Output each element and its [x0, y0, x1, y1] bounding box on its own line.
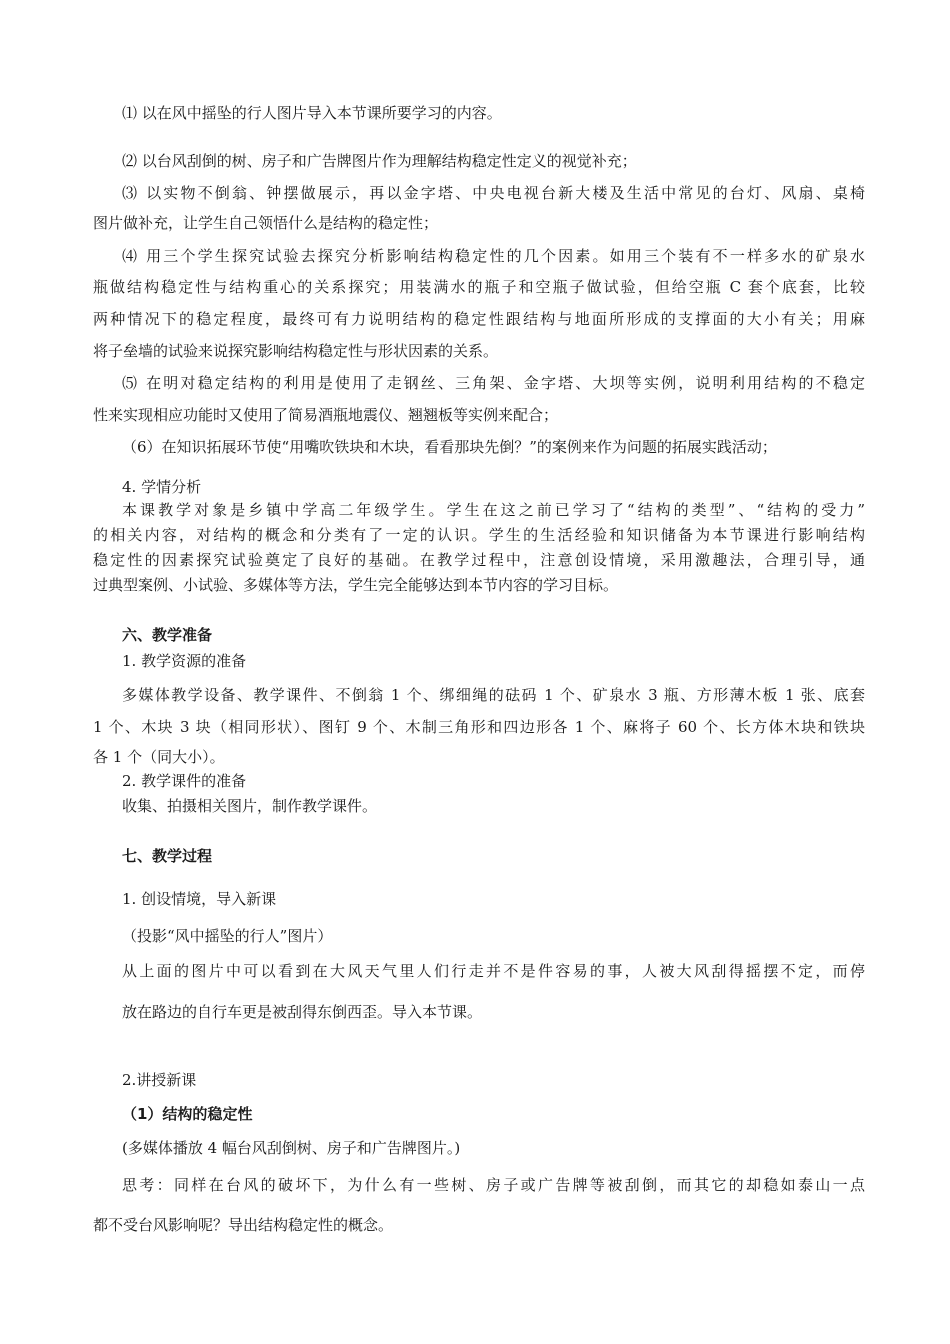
subsection-heading: （1）结构的稳定性 [122, 1105, 253, 1123]
paragraph-line: 放在路边的自行车更是被刮得东倒西歪。导入本节课。 [122, 1003, 483, 1021]
paragraph-line: 稳定性的因素探究试验奠定了良好的基础。在教学过程中，注意创设情境，采用激趣法，合理引导，通 [93, 551, 865, 569]
paragraph-line: 将子垒墙的试验来说探究影响结构稳定性与形状因素的关系。 [93, 342, 499, 360]
paragraph-line: 性来实现相应功能时又使用了简易酒瓶地震仪、翘翘板等实例来配合； [93, 406, 559, 424]
paragraph-line: 1 个、木块 3 块（相同形状）、图钉 9 个、木制三角形和四边形各 1 个、麻将子 60 个、长方体木块和铁块 [93, 718, 865, 736]
section-subheading: 1. 教学资源的准备 [122, 652, 247, 670]
paragraph-line: ⑴ 以在风中摇坠的行人图片导入本节课所要学习的内容。 [122, 104, 502, 122]
paragraph-line: 过典型案例、小试验、多媒体等方法，学生完全能够达到本节内容的学习目标。 [93, 576, 619, 594]
paragraph-line: 从上面的图片中可以看到在大风天气里人们行走并不是件容易的事，人被大风刮得摇摆不定，而停 [122, 962, 865, 980]
section-heading: 七、教学过程 [122, 847, 213, 865]
paragraph-line: 各 1 个（同大小）。 [93, 748, 225, 766]
section-subheading: 2.讲授新课 [122, 1071, 197, 1089]
paragraph-line: 收集、拍摄相关图片，制作教学课件。 [122, 797, 378, 815]
paragraph-line: ⑸ 在明对稳定结构的利用是使用了走钢丝、三角架、金字塔、大坝等实例，说明利用结构的不稳定 [122, 374, 865, 392]
paragraph-line: 都不受台风影响呢？导出结构稳定性的概念。 [93, 1216, 394, 1234]
paragraph-line: 图片做补充，让学生自己领悟什么是结构的稳定性； [93, 214, 439, 232]
section-subheading: 1. 创设情境，导入新课 [122, 890, 277, 908]
paragraph-line: ⑵ 以台风刮倒的树、房子和广告牌图片作为理解结构稳定性定义的视觉补充； [122, 152, 637, 170]
paragraph-line: ⑶ 以实物不倒翁、钟摆做展示，再以金字塔、中央电视台新大楼及生活中常见的台灯、风扇、桌椅 [122, 184, 865, 202]
paragraph-line: 多媒体教学设备、教学课件、不倒翁 1 个、绑细绳的砝码 1 个、矿泉水 3 瓶、方形薄木板 1 张、底套 [122, 686, 865, 704]
paragraph-line: 本课教学对象是乡镇中学高二年级学生。学生在这之前已学习了“结构的类型”、“结构的受力” [122, 501, 865, 519]
paragraph-line: ⑷ 用三个学生探究试验去探究分析影响结构稳定性的几个因素。如用三个装有不一样多水的矿泉水 [122, 247, 865, 265]
paragraph-line: （投影“风中摇坠的行人”图片） [122, 927, 333, 945]
paragraph-line: 两种情况下的稳定程度，最终可有力说明结构的稳定性跟结构与地面所形成的支撑面的大小有关；用麻 [93, 310, 865, 328]
section-subheading: 2. 教学课件的准备 [122, 772, 247, 790]
paragraph-line: 思考：同样在台风的破坏下，为什么有一些树、房子或广告牌等被刮倒，而其它的却稳如泰山一点 [122, 1176, 865, 1194]
paragraph-line: (多媒体播放 4 幅台风刮倒树、房子和广告牌图片。) [122, 1139, 461, 1157]
paragraph-line: （6）在知识拓展环节使“用嘴吹铁块和木块，看看那块先倒？”的案例来作为问题的拓展实践活动； [122, 438, 777, 456]
paragraph-line: 瓶做结构稳定性与结构重心的关系探究；用装满水的瓶子和空瓶子做试验，但给空瓶 C 套个底套，比较 [93, 278, 865, 296]
section-subheading: 4. 学情分析 [122, 478, 202, 496]
paragraph-line: 的相关内容，对结构的概念和分类有了一定的认识。学生的生活经验和知识储备为本节课进行影响结构 [93, 526, 865, 544]
section-heading: 六、教学准备 [122, 626, 213, 644]
